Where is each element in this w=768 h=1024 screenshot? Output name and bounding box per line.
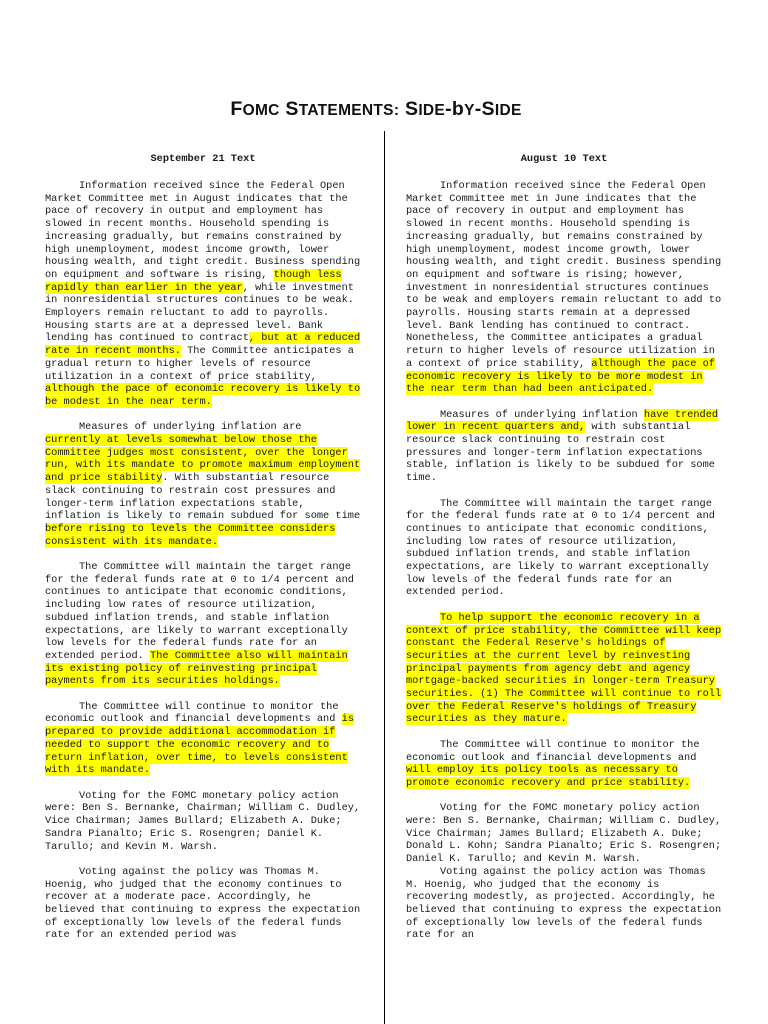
left-paragraph-3 xyxy=(45,561,361,688)
body-text: Measures of underlying inflation xyxy=(440,408,644,421)
highlighted-text: will employ its policy tools as necessary to promote economic recovery and price stability. xyxy=(406,764,691,789)
body-text: , while investment in nonresidential structures continues to be weak. Employers remain reluctant to add to payrolls. Housing starts are at a depressed level. Bank lending has continued to contract xyxy=(45,281,354,345)
left-column xyxy=(45,150,361,955)
highlighted-text: have trended lower in recent quarters and, xyxy=(406,408,719,434)
right-column-heading: August 10 Text xyxy=(520,153,608,165)
body-text: The Committee anticipates a gradual return to higher levels of resource utilization in a context of price stability, xyxy=(45,345,354,383)
right-paragraph-2 xyxy=(406,409,722,485)
body-text: . With substantial resource slack continuing to restrain cost pressures and longer-term inflation expectations stable, inflation is likely to remain subdued for some time xyxy=(45,472,361,523)
right-paragraph-4 xyxy=(406,612,722,726)
highlighted-text: , but at a reduced rate in recent months. xyxy=(45,332,361,358)
body-text: Voting against the policy action was Thomas M. Hoenig, who judged that the economy is recovering modestly, as projected. Accordingly, he believed that continuing to express the expectation of exceptionally low levels of the federal funds rate for an xyxy=(406,865,722,942)
highlighted-text: though less rapidly than earlier in the year xyxy=(45,268,342,294)
body-text: Measures of underlying inflation are xyxy=(79,421,302,434)
highlighted-text: The Committee also will maintain its existing policy of reinvesting principal payments from its securities holdings. xyxy=(45,649,348,688)
page-title: FOMC STATEMENTS: SIDE-bY-SIDE xyxy=(230,98,522,120)
right-column-body xyxy=(406,180,722,942)
right-paragraph-6 xyxy=(406,802,722,866)
right-paragraph-3 xyxy=(406,498,722,600)
right-paragraph-1 xyxy=(406,180,722,396)
body-text: The Committee will continue to monitor the economic outlook and financial developments and xyxy=(45,700,342,726)
highlighted-text: before rising to levels the Committee considers consistent with its mandate. xyxy=(45,522,336,548)
body-text: Information received since the Federal Open Market Committee met in June indicates that the pace of recovery in output and employment has slowed in recent months. Household spending is increasing gradually, but remains constrained by high unemployment, modest income growth, lower housing wealth, and tight credit. Business spending on equipment and software is rising; however, investment in nonresidential structures continues to be weak and employers remain reluctant to add to payrolls. Housing starts remain at a depressed level. Bank lending has continued to contract. Nonetheless, the Committee anticipates a gradual return to higher levels of resource utilization in a context of price stability, xyxy=(406,180,722,370)
highlighted-text: To help support the economic recovery in a context of price stability, the Committee will keep constant the Federal Reserve's holdings of securities at the current level by reinvesting principal payments from agency debt and agency mortgage-backed securities in longer-term Treasury securities. (1) The Committee will continue to roll over the Federal Reserve's holdings of Treasury securities as they mature. xyxy=(406,611,722,726)
highlighted-text: although the pace of economic recovery is likely to be more modest in the near term than had been anticipated. xyxy=(406,357,715,396)
left-column-body xyxy=(45,180,361,942)
body-text: Voting for the FOMC monetary policy action were: Ben S. Bernanke, Chairman; William C. Dudley, Vice Chairman; James Bullard; Elizabeth A. Duke; Sandra Pianalto; Eric S. Rosengren; Daniel K. Tarullo; and Kevin M. Warsh. xyxy=(45,789,361,853)
body-text: The Committee will continue to monitor the economic outlook and financial developments and xyxy=(406,738,700,764)
body-text: The Committee will maintain the target range for the federal funds rate at 0 to 1/4 percent and continues to anticipate that economic conditions, including low rates of resource utilization, subdued inflation trends, and stable inflation expectations, are likely to warrant exceptionally low levels for the federal funds rate for an extended period. xyxy=(45,561,354,662)
body-text: The Committee will maintain the target range for the federal funds rate at 0 to 1/4 percent and continues to anticipate that economic conditions, including low rates of resource utilization, subdued inflation trends, and stable inflation expectations, are likely to warrant exceptionally low levels of the federal funds rate for an extended period. xyxy=(406,497,715,599)
column-divider xyxy=(384,131,385,1024)
right-column xyxy=(406,150,722,955)
highlighted-text: currently at levels somewhat below those the Committee judges most consistent, over the longer run, with its mandate to promote maximum employment and price stability xyxy=(45,434,361,485)
right-paragraph-5 xyxy=(406,739,722,790)
left-paragraph-2 xyxy=(45,421,361,548)
body-text: Information received since the Federal Open Market Committee met in August indicates that the pace of recovery in output and employment has slowed in recent months. Household spending is increasing gradually, but remains constrained by high unemployment, modest income growth, lower housing wealth, and tight credit. Business spending on equipment and software is rising, xyxy=(45,180,361,281)
highlighted-text: although the pace of economic recovery is likely to be modest in the near term. xyxy=(45,383,361,408)
body-text: Voting for the FOMC monetary policy action were: Ben S. Bernanke, Chairman; William C. Dudley, Vice Chairman; James Bullard; Elizabeth A. Duke; Donald L. Kohn; Sandra Pianalto; Eric S. Rosengren; Daniel K. Tarullo; and Kevin M. Warsh. xyxy=(406,802,722,866)
body-text: with substantial resource slack continuing to restrain cost pressures and longer-term inflation expectations stable, inflation is likely to be subdued for some time. xyxy=(406,421,715,485)
highlighted-text: is prepared to provide additional accommodation if needed to support the economic recovery and to return inflation, over time, to levels consistent with its mandate. xyxy=(45,713,354,777)
left-paragraph-6 xyxy=(45,866,361,942)
left-column-heading: September 21 Text xyxy=(150,153,256,165)
body-text: Voting against the policy was Thomas M. Hoenig, who judged that the economy continues to recover at a moderate pace. Accordingly, he believed that continuing to express the expectation of exceptionally low levels of the federal funds rate for an extended period was xyxy=(45,865,361,942)
left-paragraph-5 xyxy=(45,790,361,854)
left-paragraph-4 xyxy=(45,701,361,777)
right-paragraph-7 xyxy=(406,866,722,942)
left-paragraph-1 xyxy=(45,180,361,409)
